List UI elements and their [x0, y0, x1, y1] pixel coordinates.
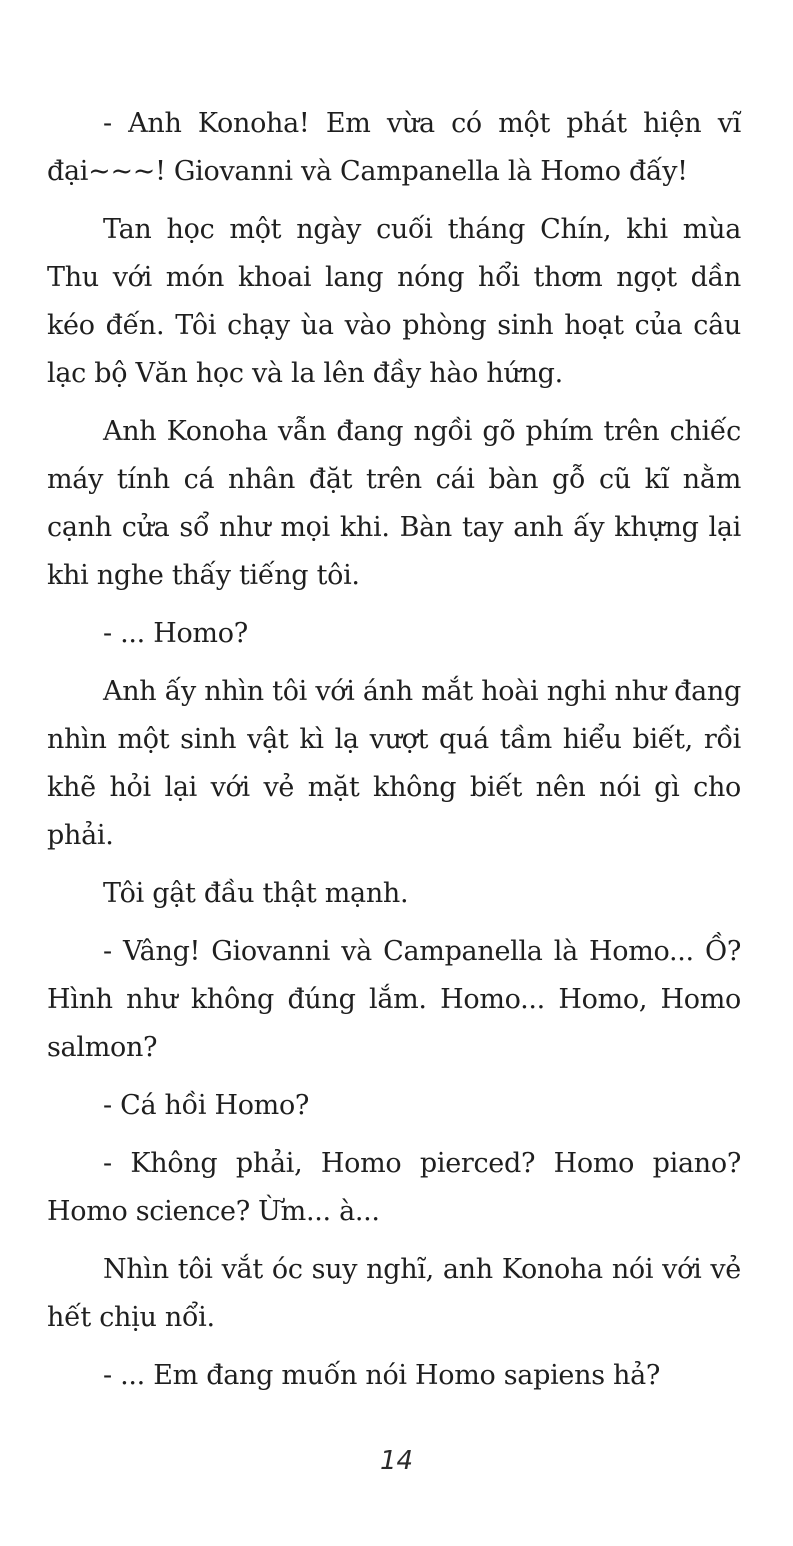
paragraph-1: - Anh Konoha! Em vừa có một phát hiện vĩ đại~~~! Giovanni và Campanella là Homo đấy!: [47, 108, 741, 187]
paragraph-10: Nhìn tôi vắt óc suy nghĩ, anh Konoha nói với vẻ hết chịu nổi.: [47, 1254, 741, 1333]
paragraph-4: - ... Homo?: [103, 618, 248, 649]
paragraph-7: - Vâng! Giovanni và Campanella là Homo... Ồ? Hình như không đúng lắm. Homo... Homo, Homo salmon?: [47, 936, 741, 1063]
paragraph-8: - Cá hồi Homo?: [103, 1090, 310, 1121]
paragraph-6: Tôi gật đầu thật mạnh.: [103, 878, 409, 909]
paragraph-11: - ... Em đang muốn nói Homo sapiens hả?: [103, 1360, 661, 1391]
paragraph-3: Anh Konoha vẫn đang ngồi gõ phím trên chiếc máy tính cá nhân đặt trên cái bàn gỗ cũ kĩ nằm cạnh cửa sổ như mọi khi. Bàn tay anh ấy khựng lại khi nghe thấy tiếng tôi.: [47, 416, 741, 591]
body-text: [47, 100, 741, 1410]
paragraph-2: Tan học một ngày cuối tháng Chín, khi mùa Thu với món khoai lang nóng hổi thơm ngọt dần kéo đến. Tôi chạy ùa vào phòng sinh hoạt của câu lạc bộ Văn học và la lên đầy hào hứng.: [47, 214, 741, 389]
paragraph-5: Anh ấy nhìn tôi với ánh mắt hoài nghi như đang nhìn một sinh vật kì lạ vượt quá tầm hiểu biết, rồi khẽ hỏi lại với vẻ mặt không biết nên nói gì cho phải.: [47, 676, 741, 851]
paragraph-9: - Không phải, Homo pierced? Homo piano? Homo science? Ừm... à...: [47, 1148, 741, 1227]
page-number: 14: [379, 1446, 414, 1476]
